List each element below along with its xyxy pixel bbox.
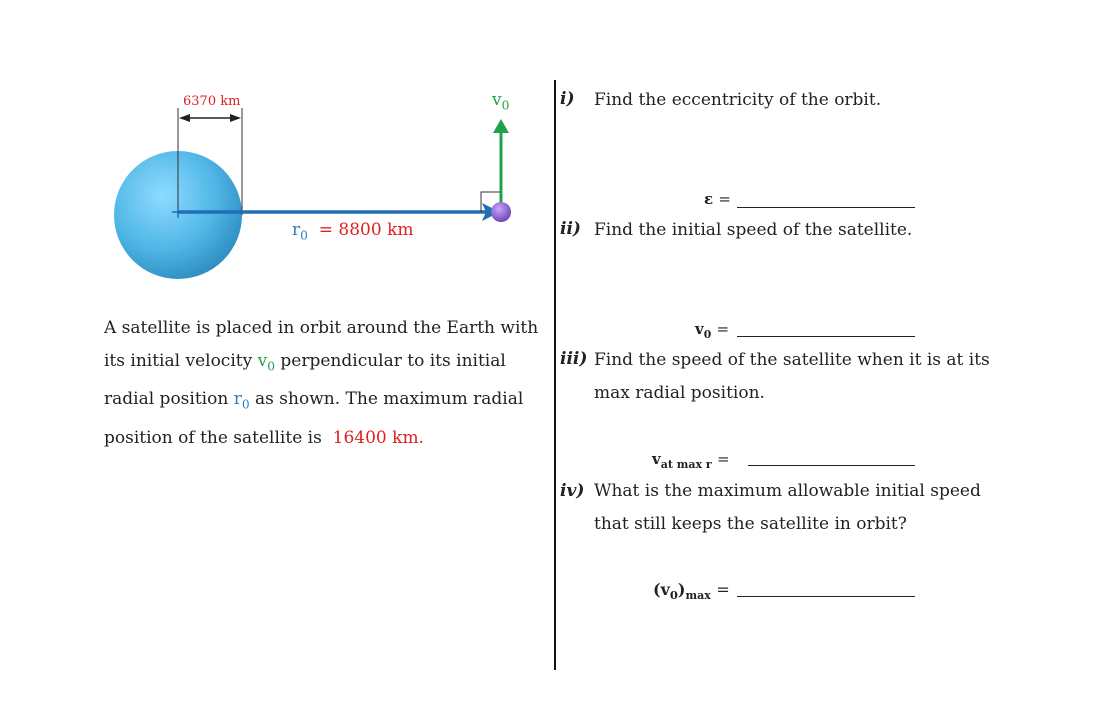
problem-line-4: position of the satellite is 16400 km. <box>104 427 424 448</box>
question-2-label: ii) <box>560 219 581 239</box>
radius-label: $r_0 = 8800$ km <box>292 220 414 243</box>
question-3-label: iii) <box>560 349 588 369</box>
answer-2-field[interactable] <box>737 336 915 337</box>
problem-line-2: its initial velocity $v_0$ perpendicular to its initial <box>104 351 506 374</box>
problem-line-1: A satellite is placed in orbit around the Earth with <box>104 318 539 338</box>
orbit-diagram <box>0 0 560 300</box>
answer-3-label: $v_{at max r}$ = <box>652 450 730 471</box>
answer-3-field[interactable] <box>748 465 915 466</box>
question-4-label: iv) <box>560 481 585 501</box>
question-4-text-1: What is the maximum allowable initial speed <box>594 481 981 501</box>
satellite <box>491 202 511 222</box>
earth-radius-label: 6370 km <box>183 94 241 109</box>
answer-1-label: ε = <box>704 190 731 208</box>
question-4-text-2: that still keeps the satellite in orbit? <box>594 514 907 534</box>
question-2-text: Find the initial speed of the satellite. <box>594 220 913 240</box>
answer-4-label: $(v_0)_{max}$ = <box>653 580 730 603</box>
question-1-text: Find the eccentricity of the orbit. <box>594 90 882 110</box>
problem-line-3: radial position $r_0$ as shown. The maximum radial <box>104 389 524 412</box>
question-3-text-2: max radial position. <box>594 383 765 403</box>
column-divider <box>554 80 556 670</box>
question-3-text-1: Find the speed of the satellite when it is at its <box>594 350 990 370</box>
question-1-label: i) <box>560 89 575 109</box>
answer-4-field[interactable] <box>737 596 915 597</box>
answer-1-field[interactable] <box>737 207 915 208</box>
problem-statement <box>104 312 544 455</box>
velocity-label: $v_0$ <box>492 90 510 113</box>
answer-2-label: $v_0$ = <box>695 320 730 341</box>
